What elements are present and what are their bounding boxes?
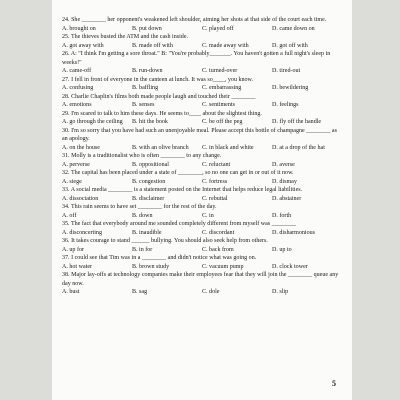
answer-option: B. made off with <box>132 42 173 49</box>
question-stem: 24. She ________ her opponent's weakened left shoulder, aiming her shots at that side of the court each time. <box>62 17 327 23</box>
question-item <box>62 271 342 297</box>
answer-option: B. disclaimer <box>132 195 165 202</box>
answer-option: A. siege <box>62 178 82 185</box>
answer-option: A. disconcerting <box>62 229 102 236</box>
answer-option: B. put down <box>132 25 162 32</box>
option-row <box>62 67 342 76</box>
answer-option: D. disharmonious <box>272 229 315 236</box>
answer-option: D. feelings <box>272 102 299 108</box>
answer-option: D. bewildering <box>272 85 309 91</box>
question-stem: 28. Charlie Chaplin's films both made people laugh and touched their ________ <box>62 93 256 100</box>
answer-option: B. run-down <box>132 68 163 74</box>
question-stem: 37. I could see that Tim was in a ________ and didn't notice what was going on. <box>62 255 257 261</box>
question-stem: 26. A: "I think I'm getting a sore throat." B: "You're probably_______. You haven't gotten a full night's sleep in weeks!" <box>62 51 331 66</box>
question-stem: 35. The fact that everybody around me sounded completely different from myself was ________ <box>62 221 296 227</box>
option-row <box>62 144 342 153</box>
question-stem: 25. The thieves busted the ATM and the cash inside. <box>62 34 189 40</box>
question-item <box>62 110 342 127</box>
answer-option: B. brown study <box>132 263 170 270</box>
answer-option: A. hot water <box>62 263 93 270</box>
answer-option: C. embarrassing <box>202 85 242 91</box>
answer-option: A. off <box>62 212 77 219</box>
answer-option: C. vacuum pump <box>202 263 244 270</box>
option-row <box>62 246 342 255</box>
answer-option: C. be off the peg <box>202 119 243 125</box>
answer-option: C. rebuttal <box>202 195 228 202</box>
option-row <box>62 288 342 297</box>
answer-option: C. made away with <box>202 42 249 49</box>
answer-option: A. emotions <box>62 102 92 108</box>
answer-option: A. perverse <box>62 161 90 168</box>
question-item <box>62 186 342 203</box>
option-row <box>62 263 342 272</box>
answer-option: B. congestion <box>132 178 166 185</box>
answer-option: C. discordant <box>202 229 235 236</box>
option-row <box>62 161 342 170</box>
answer-option: C. back from <box>202 246 234 253</box>
question-item <box>62 237 342 254</box>
answer-option: C. played off <box>202 25 234 32</box>
answer-option: C. dole <box>202 289 220 295</box>
question-item <box>62 33 342 50</box>
answer-option: C. turned-over <box>202 68 238 74</box>
question-item <box>62 16 342 33</box>
answer-option: B. oppositional <box>132 161 169 168</box>
question-list <box>62 16 342 297</box>
answer-option: C. in <box>202 212 214 219</box>
question-stem: 34. This rain seems to have set ________ for the rest of the day. <box>62 204 217 210</box>
answer-option: C. reluctant <box>202 161 231 168</box>
answer-option: A. dissociation <box>62 195 99 202</box>
option-row <box>62 84 342 93</box>
exam-page <box>52 0 352 400</box>
question-item <box>62 203 342 220</box>
question-item <box>62 254 342 271</box>
question-item <box>62 152 342 169</box>
answer-option: C. fortress <box>202 178 228 185</box>
question-item <box>62 76 342 93</box>
option-row <box>62 118 342 127</box>
answer-option: C. in black and white <box>202 144 254 151</box>
answer-option: B. baffling <box>132 85 159 91</box>
question-stem: 29. I'm scared to talk to him these days. He seems to____ about the slightest thing. <box>62 110 262 117</box>
question-item <box>62 169 342 186</box>
answer-option: A. confusing <box>62 85 94 91</box>
option-row <box>62 178 342 187</box>
answer-option: B. senses <box>132 102 155 108</box>
answer-option: D. slip <box>272 289 289 295</box>
question-item <box>62 220 342 237</box>
answer-option: D. averse <box>272 161 295 168</box>
answer-option: D. forth <box>272 212 292 219</box>
answer-option: C. sentiments <box>202 102 235 108</box>
answer-option: D. up to <box>272 246 292 253</box>
option-row <box>62 25 342 34</box>
question-stem: 30. I'm so sorry that you have had such an unenjoyable meal. Please accept this bottle of champagne ________ as an apology. <box>62 127 337 142</box>
answer-option: D. came down on <box>272 25 315 32</box>
answer-option: B. in for <box>132 246 153 253</box>
answer-option: A. on the house <box>62 144 100 151</box>
answer-option: A. bust <box>62 289 80 295</box>
answer-option: B. hit the book <box>132 119 168 125</box>
answer-option: A. came-off <box>62 68 92 74</box>
answer-option: D. clock tower <box>272 263 308 270</box>
answer-option: A. got away with <box>62 42 104 49</box>
option-row <box>62 42 342 51</box>
answer-option: D. fly off the handle <box>272 119 322 125</box>
question-stem: 33. A social media ________ is a statement posted on the Internet that helps reduce legal liabilities. <box>62 187 303 193</box>
question-stem: 36. It takes courage to stand ______ bullying. You should also seek help from others. <box>62 238 268 244</box>
option-row <box>62 212 342 221</box>
answer-option: D. tired-out <box>272 68 301 74</box>
question-item <box>62 93 342 110</box>
question-item <box>62 50 342 76</box>
answer-option: A. up for <box>62 246 84 253</box>
question-stem: 27. I fell in front of everyone in the canteen at lunch. It was so____, you know. <box>62 76 254 83</box>
question-stem: 32. The capital has been placed under a state of ________, so no one can get in or out of it now. <box>62 170 294 176</box>
answer-option: B. down <box>132 212 153 219</box>
answer-option: D. got off with <box>272 42 308 49</box>
answer-option: B. inaudible <box>132 229 162 236</box>
option-row <box>62 195 342 204</box>
answer-option: D. at a drop of the hat <box>272 144 325 151</box>
question-stem: 31. Molly is a traditionalist who is often ________ to any change. <box>62 153 222 159</box>
option-row <box>62 101 342 110</box>
option-row <box>62 229 342 238</box>
answer-option: D. abstainer <box>272 195 302 202</box>
question-stem: 38. Major lay-offs at technology companies make their employees fear that they will join the ________ queue any day now. <box>62 272 339 287</box>
answer-option: A. go through the ceiling <box>62 119 123 125</box>
question-item <box>62 127 342 153</box>
answer-option: A. brought on <box>62 25 96 32</box>
answer-option: B. with an olive branch <box>132 144 189 151</box>
answer-option: D. dismay <box>272 178 297 185</box>
page-number: 5 <box>332 378 336 388</box>
answer-option: B. sag <box>132 289 148 295</box>
